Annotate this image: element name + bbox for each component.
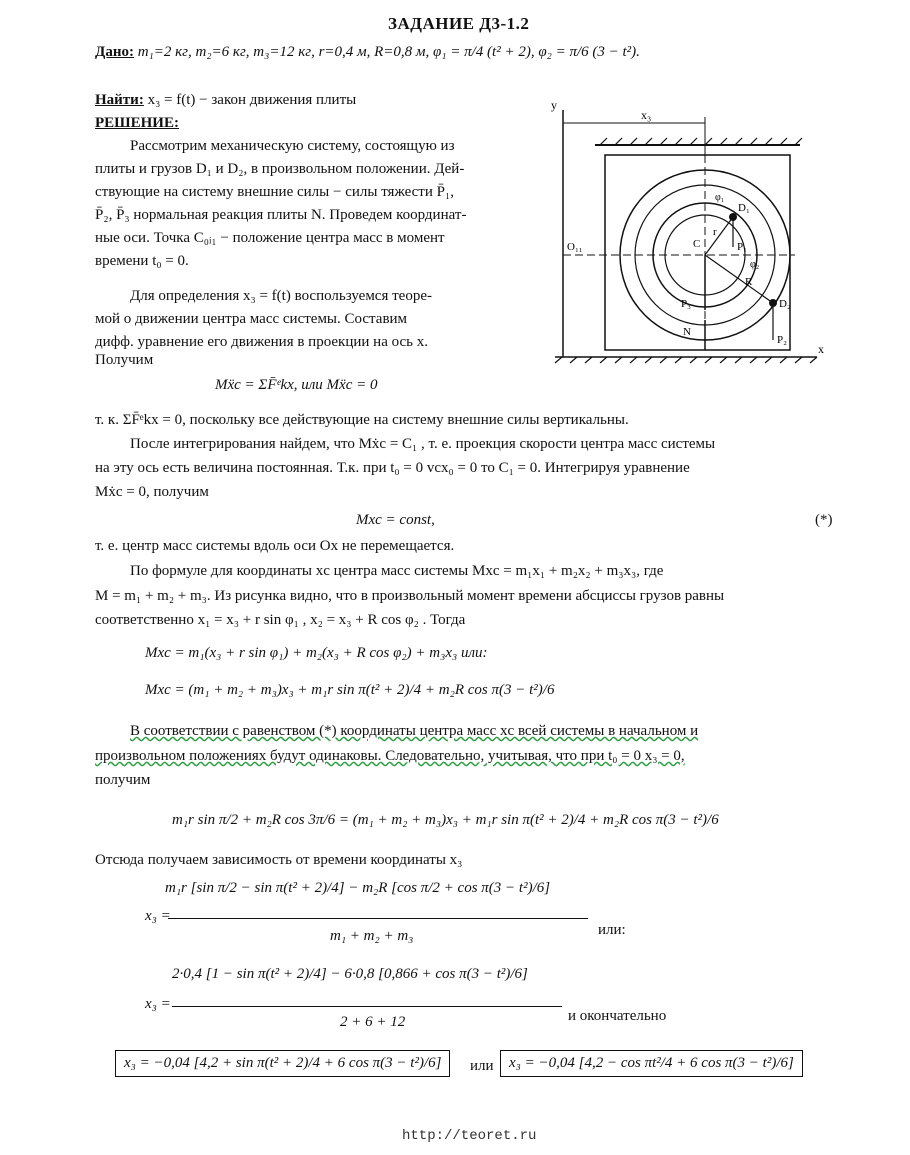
p1-line-5: времени t₀ = 0. xyxy=(95,253,189,269)
given-line xyxy=(95,44,640,61)
radius-R xyxy=(705,255,773,303)
footer-url[interactable]: http://teoret.ru xyxy=(402,1128,537,1144)
p2-line-2: дифф. уравнение его движения в проекции на ось x. xyxy=(95,334,428,350)
label-n: N xyxy=(683,326,691,338)
text-t2: После интегрирования найдем, что Mẋc = C₁ , т. е. проекция скорости центра масс системы xyxy=(130,436,716,452)
given-text: m₁=2 кг, m₂=6 кг, m₃=12 кг, r=0,4 м, R=0,8 м, φ₁ = π/4 (t² + 2), φ₂ = π/6 (3 − t²). xyxy=(137,44,640,60)
label-p3: P₃ xyxy=(681,298,691,310)
label-R: R xyxy=(745,276,753,288)
equation-3: Mxc = m₁(x₃ + r sin φ₁) + m₂(x₃ + R cos φ₂) + m₃x₃ или: xyxy=(145,645,488,661)
received-1: Получим xyxy=(95,352,154,368)
received-2: получим xyxy=(95,772,151,788)
find-text: x₃ = f(t) − закон движения плиты xyxy=(147,92,357,108)
text-t4: Mẋc = 0, получим xyxy=(95,484,209,500)
label-phi1: φ₁ xyxy=(715,192,725,203)
label-x: x xyxy=(818,342,824,356)
answer-box-1: x₃ = −0,04 [4,2 + sin π(t² + 2)/4 + 6 cos π(3 − t²)/6] xyxy=(115,1050,450,1077)
equation-6-denominator: m₁ + m₂ + m₃ xyxy=(330,928,414,944)
equation-4: Mxc = (m₁ + m₂ + m₃)x₃ + m₁r sin π(t² + 2)/4 + m₂R cos π(3 − t²)/6 xyxy=(145,682,555,698)
label-p1: P₁ xyxy=(737,241,747,253)
equation-6-numerator: m₁r [sin π/2 − sin π(t² + 2)/4] − m₂R [cos π/2 + cos π(3 − t²)/6] xyxy=(165,880,551,896)
answer-or: или xyxy=(470,1058,494,1074)
fraction-bar-7 xyxy=(172,1006,562,1007)
p1-line-0: Рассмотрим механическую систему, состоящую из xyxy=(130,138,455,154)
p1-line-3: P̄₂, P̄₃ нормальная реакция плиты N. Проведем координат- xyxy=(95,207,467,223)
equation-2-tag: (*) xyxy=(815,512,833,528)
x3-lhs-7: x₃ = xyxy=(145,996,171,1012)
radius-r xyxy=(705,217,733,255)
equation-7-tail: и окончательно xyxy=(568,1008,667,1024)
equation-2: Mxc = const, xyxy=(356,512,435,528)
plate xyxy=(605,155,790,350)
label-p2: P₂ xyxy=(777,334,787,346)
equation-5: m₁r sin π/2 + m₂R cos 3π/6 = (m₁ + m₂ + m₃)x₃ + m₁r sin π(t² + 2)/4 + m₂R cos π(3 − t²)/6 xyxy=(172,812,719,828)
x3-lhs-6: x₃ = xyxy=(145,908,171,924)
fraction-bar-6 xyxy=(168,918,588,919)
p1-line-2: ствующие на систему внешние силы − силы тяжести P̄₁, xyxy=(95,184,454,200)
mechanism-figure xyxy=(545,95,830,380)
solution-label: РЕШЕНИЕ: xyxy=(95,115,179,131)
top-hatching xyxy=(600,138,802,145)
label-d1: D₁ xyxy=(738,202,750,214)
answer-box-2: x₃ = −0,04 [4,2 − cos πt²/4 + 6 cos π(3 − t²)/6] xyxy=(500,1050,803,1077)
find-label: Найти: xyxy=(95,92,144,108)
text-t10: произвольном положениях будут одинаковы. Следовательно, учитывая, что при t₀ = 0 x₃ = 0, xyxy=(95,748,685,764)
text-t5: т. е. центр масс системы вдоль оси Ox не перемещается. xyxy=(95,538,455,554)
label-c: C xyxy=(693,238,701,250)
label-phi2: φ₂ xyxy=(750,259,760,270)
label-r: r xyxy=(713,226,717,238)
page-title: ЗАДАНИЕ Д3-1.2 xyxy=(388,14,530,33)
label-o: O₁₁ xyxy=(567,241,583,253)
equation-6-tail: или: xyxy=(598,922,626,938)
text-t3: на эту ось есть величина постоянная. Т.к. при t₀ = 0 vcx₀ = 0 то C₁ = 0. Интегрируя уравнение xyxy=(95,460,690,476)
given-label: Дано: xyxy=(95,44,134,60)
p2-line-1: мой о движении центра масс системы. Составим xyxy=(95,311,408,327)
find-line xyxy=(95,92,356,109)
equation-7-numerator: 2·0,4 [1 − sin π(t² + 2)/4] − 6·0,8 [0,866 + cos π(3 − t²)/6] xyxy=(172,966,528,982)
text-t6: По формуле для координаты xc центра масс системы Mxc = m₁x₁ + m₂x₂ + m₃x₃, где xyxy=(130,563,664,579)
label-x3: x₃ xyxy=(641,108,652,122)
text-t9: В соответствии с равенством (*) координаты центра масс xc всей системы в начальном и xyxy=(130,723,699,739)
label-y: y xyxy=(551,98,557,112)
p2-line-0: Для определения x₃ = f(t) воспользуемся теоре- xyxy=(130,288,432,304)
label-d2: D₂ xyxy=(779,298,791,310)
p1-line-1: плиты и грузов D₁ и D₂, в произвольном положении. Дей- xyxy=(95,161,465,177)
equation-7-denominator: 2 + 6 + 12 xyxy=(340,1014,406,1030)
text-t1: т. к. ΣF̄ᵉkx = 0, поскольку все действующие на систему внешние силы вертикальны. xyxy=(95,412,629,428)
p1-line-4: ные оси. Точка C₀ᵢ₁ − положение центра масс в момент xyxy=(95,230,445,246)
text-t7: M = m₁ + m₂ + m₃. Из рисунка видно, что в произвольный момент времени абсциссы грузов равны xyxy=(95,588,725,604)
text-t11: Отсюда получаем зависимость от времени координаты x₃ xyxy=(95,852,463,868)
text-t8: соответственно x₁ = x₃ + r sin φ₁ , x₂ = x₃ + R cos φ₂ . Тогда xyxy=(95,612,466,628)
equation-1: Mẍc = ΣF̄ᵉkx, или Mẍc = 0 xyxy=(215,377,378,393)
bottom-hatching xyxy=(555,357,817,363)
